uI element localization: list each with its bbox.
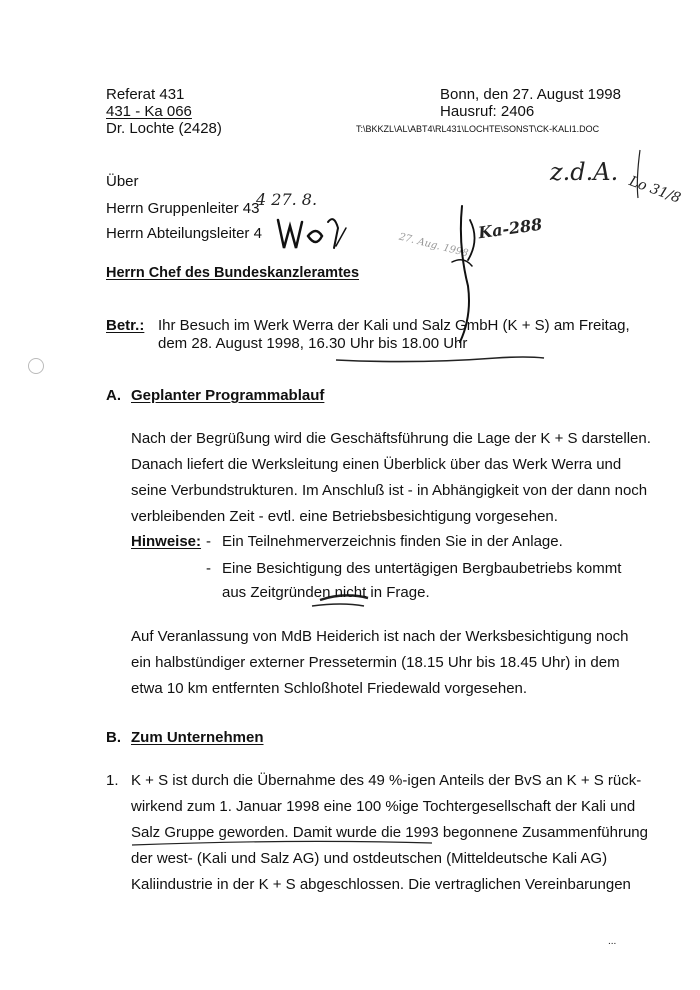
item-line2: wirkend zum 1. Januar 1998 eine 100 %ige Tochtergesellschaft der Kali und xyxy=(131,798,636,815)
section-a-p2-line1: Auf Veranlassung von MdB Heiderich ist nach der Werksbesichtigung noch xyxy=(131,628,629,645)
handwritten-al-note: Ka-288 xyxy=(476,214,544,243)
section-a-letter: A. xyxy=(106,387,121,404)
handwritten-zda: z.d.A. xyxy=(550,158,619,186)
hinweis-dash-2: - xyxy=(206,560,211,577)
item-line4: der west- (Kali und Salz AG) und ostdeutschen (Mitteldeutsche Kali AG) xyxy=(131,850,608,867)
gruppenleiter: Herrn Gruppenleiter 43 xyxy=(106,200,260,217)
referat: Referat 431 xyxy=(106,86,185,103)
date-stamp: 27. Aug. 1998 xyxy=(397,231,470,260)
ueber-label: Über xyxy=(106,173,139,190)
bearbeiter: Dr. Lochte (2428) xyxy=(106,120,222,137)
section-a-p2-line2: ein halbstündiger externer Pressetermin (18.15 Uhr bis 18.45 Uhr) in dem xyxy=(131,654,620,671)
empfaenger: Herrn Chef des Bundeskanzleramtes xyxy=(106,265,360,281)
handwritten-zda-sig: Lo 31/8 xyxy=(626,173,683,207)
section-a-p1-line4: verbleibenden Zeit - evtl. eine Betriebsbesichtigung vorgesehen. xyxy=(131,508,558,525)
aktenzeichen: 431 - Ka 066 xyxy=(106,103,192,120)
section-a-p1-line2: Danach liefert die Werksleitung einen Überblick über das Werk Werra und xyxy=(131,456,622,473)
hinweis-1: Ein Teilnehmerverzeichnis finden Sie in der Anlage. xyxy=(222,533,563,550)
ort-datum: Bonn, den 27. August 1998 xyxy=(440,86,621,103)
betreff-label: Betr.: xyxy=(106,317,145,334)
item-line1: K + S ist durch die Übernahme des 49 %-igen Anteils der BvS an K + S rück- xyxy=(131,772,642,789)
abteilungsleiter: Herrn Abteilungsleiter 4 xyxy=(106,225,262,242)
item-line3: Salz Gruppe geworden. Damit wurde die 1993 begonnene Zusammenführung xyxy=(131,824,648,841)
section-a-p1-line3: seine Verbundstrukturen. Im Anschluß ist - in Abhängigkeit von der dann noch xyxy=(131,482,648,499)
section-b-letter: B. xyxy=(106,729,121,746)
section-b-title: Zum Unternehmen xyxy=(131,729,264,746)
hinweis-3: aus Zeitgründen nicht in Frage. xyxy=(222,584,430,601)
section-a-p1-line1: Nach der Begrüßung wird die Geschäftsführung die Lage der K + S darstellen. xyxy=(131,430,651,447)
item-line5: Kaliindustrie in der K + S abgeschlossen. Die vertraglichen Vereinbarungen xyxy=(131,876,631,893)
section-a-p2-line3: etwa 10 km entfernten Schloßhotel Friedewald vorgesehen. xyxy=(131,680,528,697)
betreff-line1: Ihr Besuch im Werk Werra der Kali und Salz GmbH (K + S) am Freitag, xyxy=(158,317,630,334)
hinweis-dash-1: - xyxy=(206,533,211,550)
continuation-mark: ... xyxy=(608,936,617,947)
item-number: 1. xyxy=(106,772,119,789)
hausruf: Hausruf: 2406 xyxy=(440,103,535,120)
section-a-title: Geplanter Programmablauf xyxy=(131,387,325,404)
handwritten-gl-note: 4 27. 8. xyxy=(256,190,318,209)
hinweis-2: Eine Besichtigung des untertägigen Bergbaubetriebs kommt xyxy=(222,560,622,577)
dateipfad: T:\BKKZL\AL\ABT4\RL431\LOCHTE\SONST\CK-KALI1.DOC xyxy=(356,124,600,134)
betreff-line2: dem 28. August 1998, 16.30 Uhr bis 18.00 Uhr xyxy=(158,335,468,352)
hinweise-label: Hinweise: xyxy=(131,533,202,550)
